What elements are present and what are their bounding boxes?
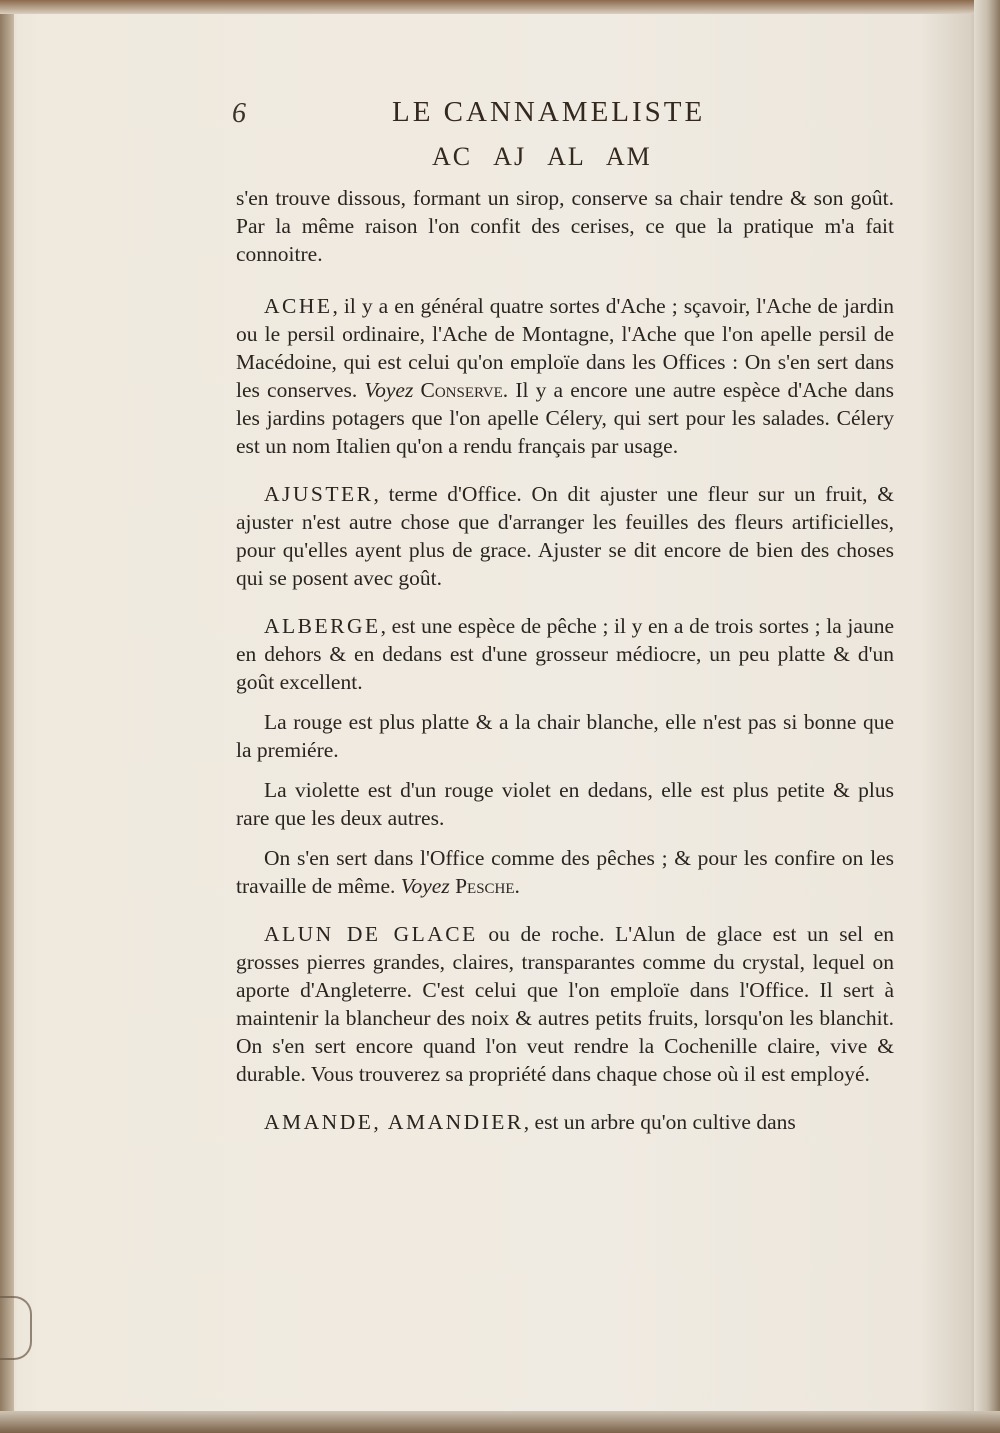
entry-text: , est une espèce de pêche ; il y en a de trois sortes ; la jaune en dehors & en dedans est d'une grosseur médiocre, un peu platte & d'un goût excellent. xyxy=(236,614,894,694)
alberge-violette: La violette est d'un rouge violet en dedans, elle est plus petite & plus rare que les deux autres. xyxy=(236,778,894,830)
binding-clasp-mark xyxy=(0,1296,32,1360)
entry-headword: AMANDE, AMANDIER xyxy=(264,1110,524,1134)
entry-headword: ALUN DE GLACE xyxy=(264,922,478,946)
continued-paragraph: s'en trouve dissous, formant un sirop, conserve sa chair tendre & son goût. Par la même raison l'on confit des cerises, ce que la pratique m'a fait connoitre. xyxy=(236,186,894,266)
page-fore-edge xyxy=(974,0,1000,1433)
cross-reference: Conserve. xyxy=(420,378,509,402)
guide-words: AC AJ AL AM xyxy=(432,142,652,171)
running-title: LE CANNAMELISTE xyxy=(392,96,706,128)
entry-text: On s'en sert dans l'Office comme des pêches ; & pour les confire on les travaille de même. xyxy=(236,846,894,898)
page-number: 6 xyxy=(232,98,246,129)
voyez-label: Voyez xyxy=(400,874,450,898)
alberge-rouge: La rouge est plus platte & a la chair blanche, elle n'est pas si bonne que la premiére. xyxy=(236,710,894,762)
entry-text: Il y a encore une autre espèce d'Ache dans les jardins potagers que l'on apelle Célery, qui sert pour les salades. Célery est un nom Italien qu'on a rendu français par usage. xyxy=(236,378,895,458)
page-header xyxy=(232,96,892,136)
entry-headword: ACHE xyxy=(264,294,333,318)
entry-headword: AJUSTER xyxy=(264,482,374,506)
entry-ajuster xyxy=(236,480,894,592)
entry-text: , terme d'Office. On dit ajuster une fleur sur un fruit, & ajuster n'est autre chose que d'arranger les feuilles des fleurs artificielles, pour qu'elles ayent plus de grace. Ajuster se dit encore de bien des choses qui se posent avec goût. xyxy=(236,482,894,590)
entry-text: , il y a en général quatre sortes d'Ache ; sçavoir, l'Ache de jardin ou le persil ordinaire, l'Ache de Montagne, l'Ache que l'on apelle persil de Macédoine, qui est celui qu'on emploïe dans les Offices : On s'en sert dans les conserves. xyxy=(236,294,894,402)
entry-alberge xyxy=(236,612,894,696)
entry-amande xyxy=(236,1108,894,1136)
cross-reference: Pesche. xyxy=(455,874,520,898)
entry-alun xyxy=(236,920,894,1088)
entry-text: ou de roche. L'Alun de glace est un sel en grosses pierres grandes, claires, transparantes comme du crystal, lequel on aporte d'Angleterre. C'est celui que l'on emploïe dans l'Office. Il sert à maintenir la blancheur des noix & autres petits fruits, lorsqu'on les blanchit. On s'en sert encore quand l'on veut rendre la Cochenille claire, vive & durable. Vous trouverez sa propriété dans chaque chose où il est employé. xyxy=(236,922,894,1086)
entry-ache xyxy=(236,292,894,460)
page-top-edge xyxy=(0,0,1000,14)
entry-headword: ALBERGE xyxy=(264,614,381,638)
voyez-label: Voyez xyxy=(364,378,414,402)
alberge-office xyxy=(236,844,894,900)
page-body xyxy=(236,184,894,1156)
entry-text: , est un arbre qu'on cultive dans xyxy=(523,1110,796,1134)
